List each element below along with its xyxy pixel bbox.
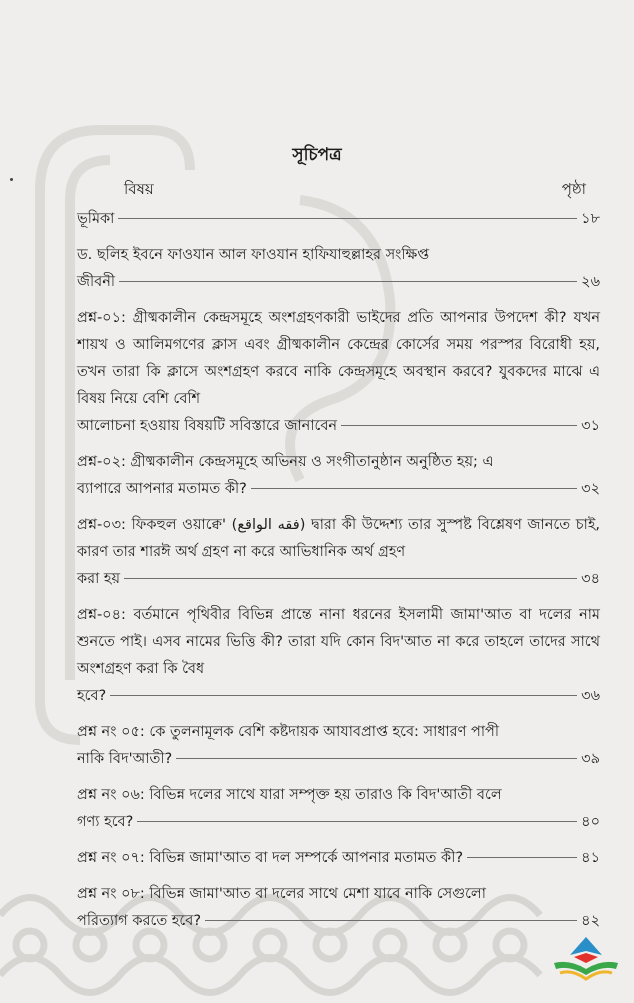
entry-text-end: আলোচনা হওয়ায় বিষয়টি সবিস্তারে জানাবেন [77,418,338,434]
entry-text-end: গণ্য হবে? [77,814,134,830]
entry-text-end: করা হয় [77,571,121,587]
entry-text: প্রশ্ন-০২: গ্রীষ্মকালীন কেন্দ্রসমূহে অভিনয় ও সংগীতানুষ্ঠান অনুষ্ঠিত হয়; এ [77,454,494,470]
dot-leader [467,856,577,858]
entry-text-end: নাকি বিদ'আতী? [77,751,173,767]
entry-page: ৪১ [581,850,600,866]
publisher-logo-icon [550,933,622,985]
dot-leader [251,487,577,489]
toc-entry[interactable] [77,449,600,503]
toc-entry[interactable] [77,206,600,233]
entry-text: প্রশ্ন-০৩: ফিকহুল ওয়াক্বে' (فقه الواقع) দ্বারা কী উদ্দেশ্য তার সুস্পষ্ট বিশ্লেষণ জানতে চাই, কারণ তার শারঈ অর্থ গ্রহণ না করে আভিধানিক অর্থ গ্রহণ [77,517,600,560]
entry-text-end: জীবনী [77,274,115,290]
dot-leader [119,280,577,282]
dot-leader [341,424,577,426]
dot-leader [110,694,577,696]
entry-text-end: হবে? [77,688,107,704]
margin-mark [10,178,13,181]
subject-column-header: বিষয় [124,180,154,198]
toc-entry[interactable] [77,602,600,710]
entry-page: ২৬ [581,274,600,290]
entry-page: ৩৪ [581,571,600,587]
toc-entry[interactable] [77,881,600,935]
entry-page: ৩২ [581,481,600,497]
table-of-contents [77,206,600,944]
entry-page: ৩৬ [581,688,600,704]
toc-entry[interactable] [77,512,600,593]
dot-leader [205,919,577,921]
toc-entry[interactable] [77,782,600,836]
entry-page: ৩৯ [581,751,600,767]
dot-leader [118,217,577,219]
dot-leader [137,820,577,822]
dot-leader [124,577,577,579]
entry-text: প্রশ্ন-০৪: বর্তমানে পৃথিবীর বিভিন্ন প্রান্তে নানা ধরনের ইসলামী জামা'আত বা দলের নাম শুনতে পাই। এসব নামের ভিত্তি কী? তারা যদি কোন বিদ'আত না করে তাহলে তাদের সাথে অংশগ্রহণ করা কি বৈধ [77,607,600,677]
toc-entry[interactable] [77,242,600,296]
entry-text-end: পরিত্যাগ করতে হবে? [77,913,202,929]
entry-text: প্রশ্ন-০১: গ্রীষ্মকালীন কেন্দ্রসমূহে অংশগ্রহণকারী ভাইদের প্রতি আপনার উপদেশ কী? যখন শায়খ ও আলিমগণের ক্লাস এবং গ্রীষ্মকালীন কেন্দ্রের কোর্সের সময় পরস্পর বিরোধী হয়, তখন তারা কি ক্লাসে অংশগ্রহণ করবে নাকি কেন্দ্রসমূহে অবস্থান করবে? যুবকদের মাঝে এ বিষয় নিয়ে বেশি বেশি [77,310,600,407]
entry-title: ভূমিকা [77,211,115,227]
entry-text: প্রশ্ন নং ০৫: কে তুলনামূলক বেশি কষ্টদায়ক আযাবপ্রাপ্ত হবে: সাধারণ পাপী [77,724,500,740]
entry-page: ৪২ [581,913,600,929]
entry-page: ৩১ [581,418,600,434]
entry-text: প্রশ্ন নং ০৬: বিভিন্ন দলের সাথে যারা সম্পৃক্ত হয় তারাও কি বিদ'আতী বলে [77,787,502,803]
toc-entry[interactable] [77,305,600,440]
entry-title: প্রশ্ন নং ০৭: বিভিন্ন জামা'আত বা দল সম্পর্কে আপনার মতামত কী? [77,850,464,866]
toc-entry[interactable] [77,845,600,872]
dot-leader [176,757,577,759]
toc-entry[interactable] [77,719,600,773]
entry-page: ১৮ [581,211,600,227]
page-title: সূচিপত্র [292,145,342,165]
entry-text-end: ব্যাপারে আপনার মতামত কী? [77,481,247,497]
entry-text: প্রশ্ন নং ০৮: বিভিন্ন জামা'আত বা দলের সাথে মেশা যাবে নাকি সেগুলো [77,886,486,902]
page-column-header: পৃষ্ঠা [561,180,586,198]
entry-text: ড. ছলিহ ইবনে ফাওযান আল ফাওযান হাফিযাহুল্লাহর সংক্ষিপ্ত [77,247,430,263]
entry-page: ৪০ [581,814,600,830]
